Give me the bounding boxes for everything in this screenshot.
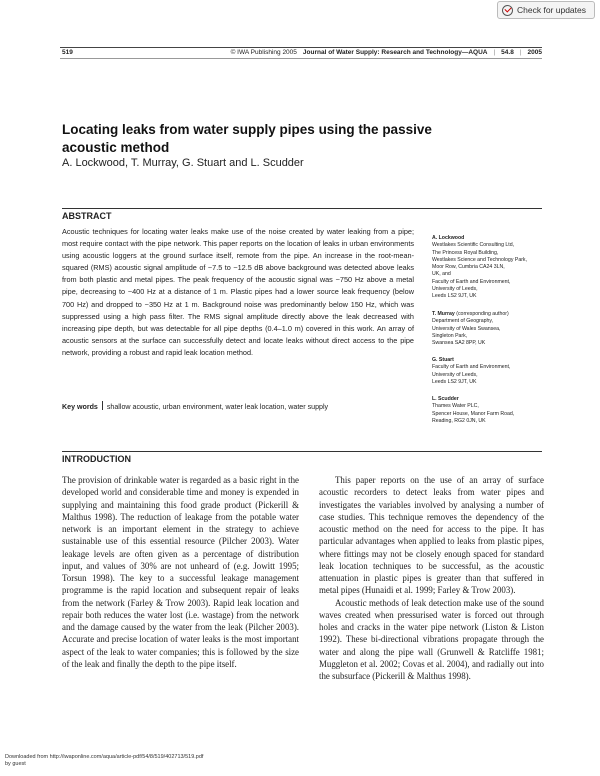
journal-name: Journal of Water Supply: Research and Technology—AQUA [302, 49, 488, 56]
affiliation-line: Reading, RG2 0JN, UK [432, 417, 486, 424]
affiliation-line: University of Wales Swansea, [432, 325, 501, 332]
abstract-heading: ABSTRACT [62, 211, 112, 221]
keywords-divider [102, 401, 103, 410]
affiliation-line: University of Leeds, [432, 371, 478, 378]
affiliation-line: Leeds LS2 9JT, UK [432, 293, 477, 300]
introduction-rule [62, 451, 542, 452]
affiliation-line: Leeds LS2 9JT, UK [432, 378, 477, 385]
check-for-updates-button[interactable] [497, 1, 595, 19]
affiliation-scudder [432, 396, 552, 425]
publisher-notice: © IWA Publishing 2005 [230, 49, 297, 56]
introduction-heading: INTRODUCTION [62, 454, 131, 464]
article-title: Locating leaks from water supply pipes using the passive acoustic method [62, 122, 432, 155]
page-number: 519 [62, 49, 73, 56]
update-check-icon [502, 5, 513, 16]
journal-volume: 54.8 [501, 49, 514, 56]
header-subrule [60, 58, 542, 59]
affiliation-line: Moor Row, Cumbria CA24 3LN, [432, 264, 505, 271]
header-separator: | [493, 49, 496, 56]
affiliation-line: Thames Water PLC, [432, 403, 479, 410]
keywords-list: shallow acoustic, urban environment, water leak location, water supply [106, 403, 329, 411]
article-authors: A. Lockwood, T. Murray, G. Stuart and L. Scudder [62, 157, 304, 169]
abstract-text: Acoustic techniques for locating water leaks make use of the noise created by water leaking from a pipe; most require contact with the pipe network. This paper reports on the location of leaks in urban environments using acoustic loggers at the ground surface itself, remote from the pipe. An increase in the root-mean-squared (RMS) acoustic signal amplitude of ~7.5 to ~12.5 dB above background was detected above leaks from both plastic and metal pipes. The peak frequency of the acoustic signal was ~750 Hz above a metal pipe, decreasing to ~400 Hz at a distance of 1 m. Plastic pipes had a lower source leak frequency (below 700 Hz) and dropped to ~350 Hz at 1 m. Background noise was predominantly below 150 Hz, which was suppressed using a high pass filter. The RMS signal amplitude directly above the leak decreased with increasing pipe depth, but was detectable for all pipe depths (0.4–1.0 m) covered in this work. An array of acoustic sensors at the surface can successfully detect and locate leaks without direct access to the pipe network, providing a robust and rapid leak location method. [62, 227, 414, 357]
keywords-label: Key words [62, 403, 98, 411]
header-separator: | [519, 49, 522, 56]
download-user: by guest [5, 761, 26, 767]
affiliation-name [432, 311, 552, 318]
affiliation-line: Singleton Park, [432, 332, 468, 339]
download-footer [5, 754, 203, 768]
affiliation-name: G. Stuart [432, 357, 454, 363]
body-paragraph: This paper reports on the use of an array of surface acoustic recorders to detect leaks from water pipes and investigates the variables involved by analysing a number of case studies. This technique removes the dependency of the acoustic method on the need for access to the pipe. It has particular advantages when applied to leaks from plastic pipes, where fittings may not be closely enough spaced for standard leak location techniques to be successful, as the acoustic attenuation in plastic pipes is greater than that suffered in metal pipes (Hunaidi et al. 1999; Farley & Trow 2003). [319, 475, 544, 596]
affiliation-murray [432, 311, 552, 347]
affiliation-name: L. Scudder [432, 396, 459, 402]
affiliation-name: A. Lockwood [432, 235, 465, 241]
affiliation-line: Faculty of Earth and Environment, [432, 364, 511, 371]
affiliation-line: UK, and [432, 271, 451, 278]
header-rule [60, 47, 542, 48]
check-for-updates-label: Check for updates [517, 5, 586, 15]
corresponding-author-note: (corresponding author) [456, 311, 509, 317]
affiliation-line: Swansea SA2 8PP, UK [432, 340, 486, 347]
keywords [62, 401, 414, 411]
affiliation-line: Spencer House, Manor Farm Road, [432, 410, 515, 417]
body-paragraph: Acoustic methods of leak detection make use of the sound waves created when pressurised water is forced out through holes and cracks in the water pipe network (Liston & Liston 1992). These bi-directional vibrations propagate through the water and along the pipe wall (Grunwell & Ratcliffe 1981; Muggleton et al. 2002; Covas et al. 2004), and radially out into the subsurface (Pickerill & Malthus 1998). [319, 597, 544, 681]
body-paragraph: The provision of drinkable water is regarded as a basic right in the developed world and considerable time and money is expended in supplying and maintaining this food grade product (Pickerill & Malthus 1998). The reduction of leakage from the potable water network is an important element in the strategy to achieve sustainable use of this essential resource (Pilcher 2003). Water leakage levels are often given as a percentage of distribution input, and values of 30% are not unheard of (e.g. Jowitt 1995; Torsun 1998). The key to a successful leakage management programme is the rapid location and subsequent repair of leaks from the network (Farley & Trow 2003). Rapid leak location and repair both reduces the water lost (i.e. wastage) from the network and the damage caused by the water from the leak (Pilcher 2003). Accurate and precise location of water leaks is the most important aspect of the leak to water companies; this is followed by the size of the leak and finally the depth to the pipe itself. [62, 475, 299, 669]
affiliation-line: The Princess Royal Building, [432, 249, 499, 256]
affiliation-line: Westlakes Scientific Consulting Ltd, [432, 242, 515, 249]
journal-year: 2005 [527, 49, 542, 56]
affiliation-name-text: T. Murray [432, 311, 455, 317]
affiliation-line: Westlakes Science and Technology Park, [432, 256, 527, 263]
abstract-rule [62, 208, 542, 209]
body-column-left [62, 474, 299, 670]
affiliation-line: Department of Geography, [432, 318, 494, 325]
affiliation-lockwood [432, 235, 552, 301]
affiliation-line: University of Leeds, [432, 286, 478, 293]
affiliation-stuart [432, 357, 552, 386]
affiliation-line: Faculty of Earth and Environment, [432, 278, 511, 285]
body-column-right [319, 474, 544, 682]
download-source-link[interactable]: Downloaded from http://iwaponline.com/aqua/article-pdf/54/8/519/402713/519.pdf [5, 754, 204, 760]
running-header [231, 49, 542, 56]
